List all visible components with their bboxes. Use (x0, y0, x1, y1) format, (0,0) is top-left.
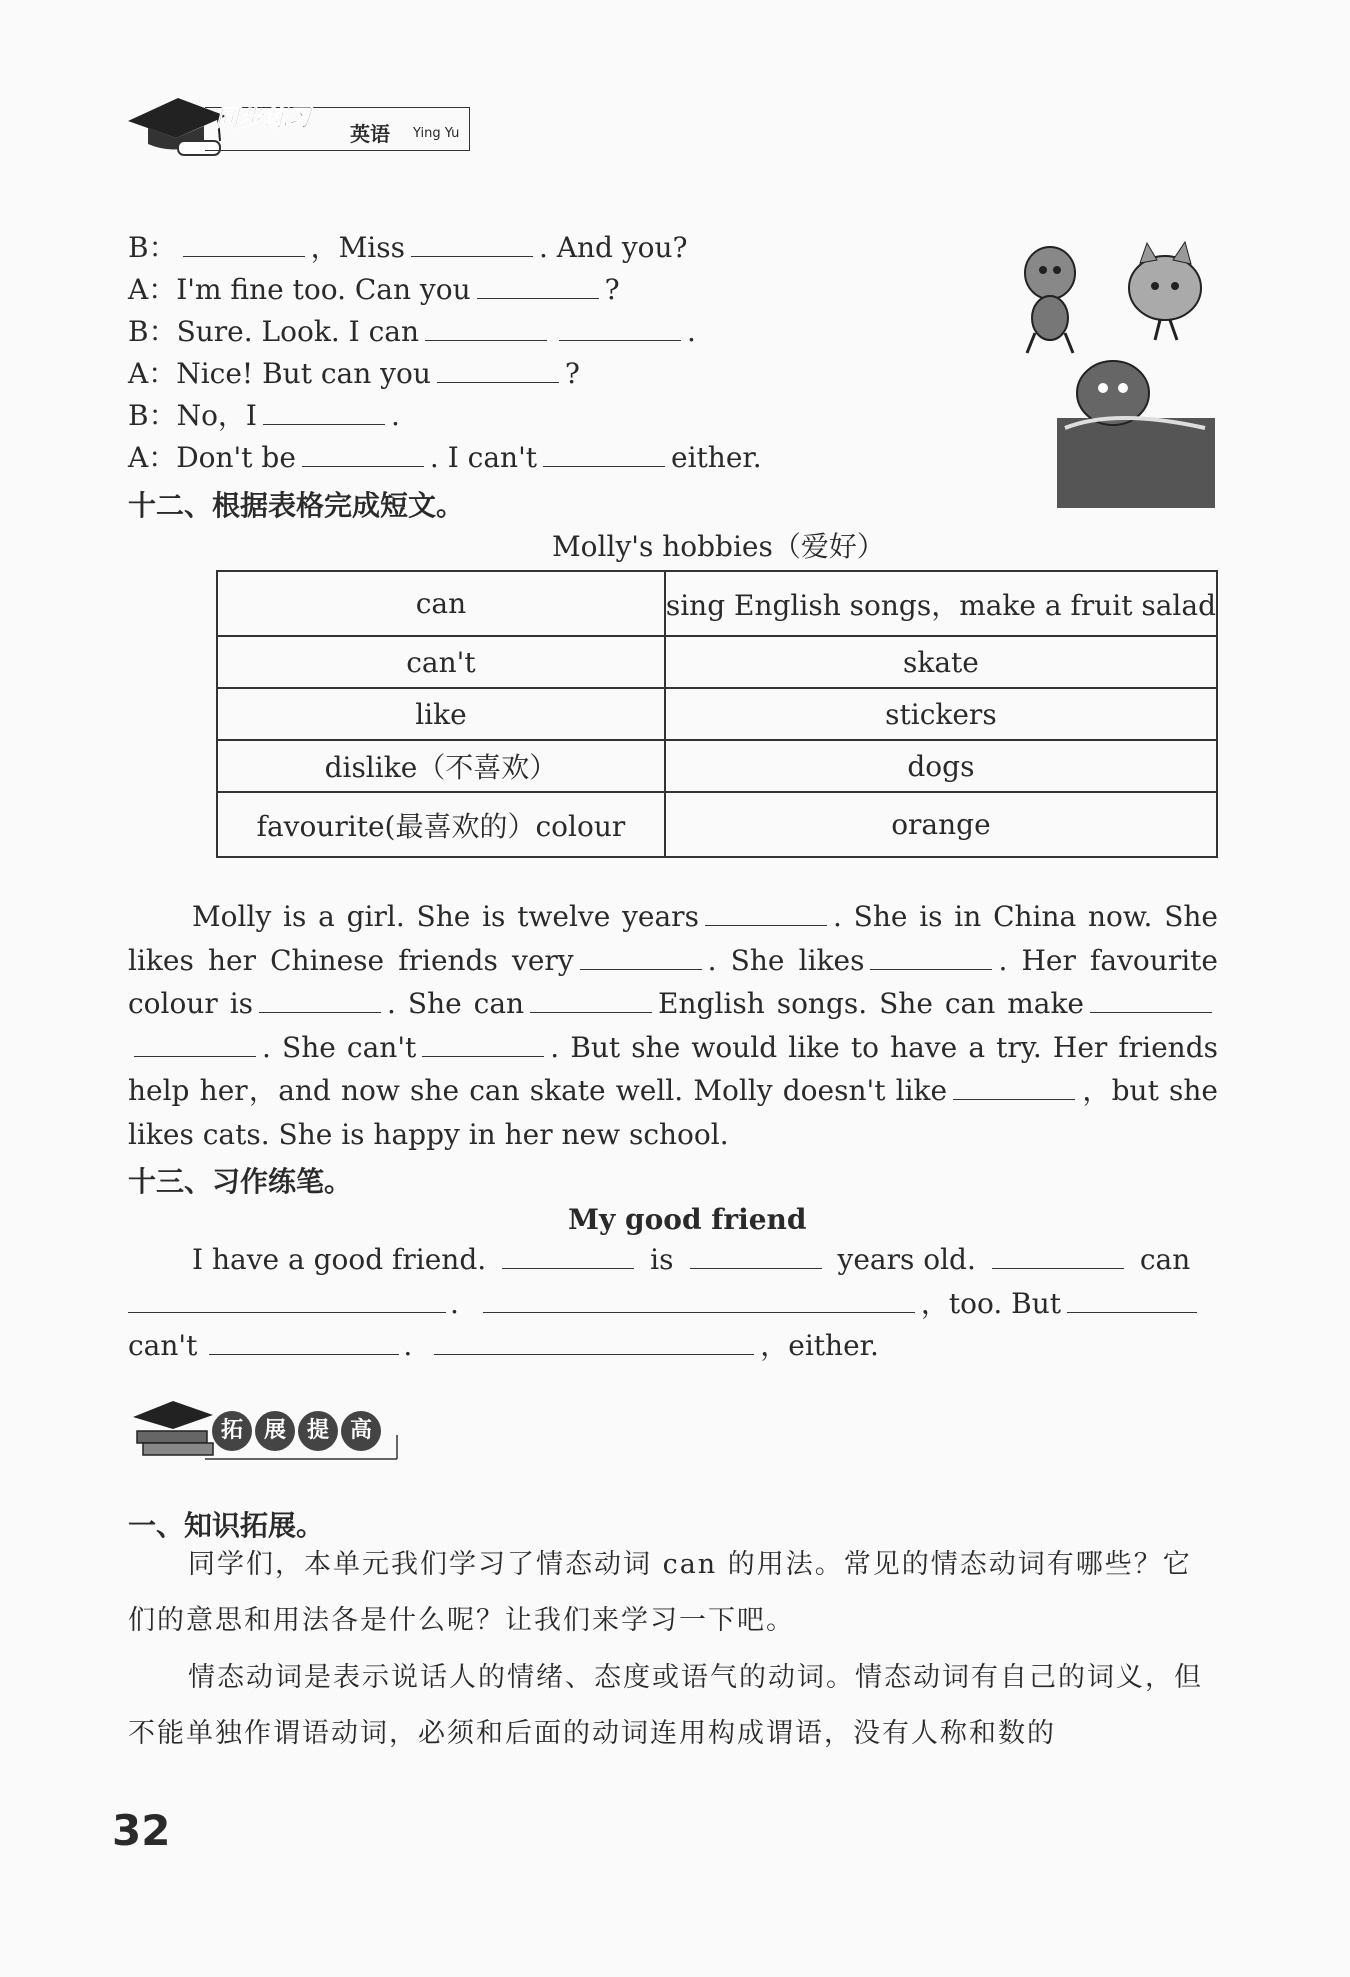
answer-blank[interactable] (1090, 984, 1212, 1013)
series-title: 同步练习 (215, 104, 311, 132)
answer-blank[interactable] (425, 312, 547, 341)
answer-blank[interactable] (870, 941, 992, 970)
essay-line-1: I have a good friend. is years old. can (192, 1240, 1190, 1280)
books-cap-icon (133, 1401, 213, 1455)
answer-blank[interactable] (705, 897, 827, 926)
table-cell-key: can't (217, 636, 665, 688)
answer-blank[interactable] (690, 1240, 822, 1269)
section-12-heading: 十二、根据表格完成短文。 (128, 489, 465, 522)
answer-blank[interactable] (422, 1028, 544, 1057)
dialogue-line-4: A：Nice! But can you ? (128, 354, 580, 394)
extension-heading: 一、知识拓展。 (128, 1509, 325, 1542)
dog-icon (1025, 247, 1075, 353)
hobbies-table (216, 570, 1218, 858)
table-cell-key: dislike（不喜欢） (217, 740, 665, 792)
dialogue-line-6: A：Don't be . I can't either. (128, 438, 762, 478)
answer-blank[interactable] (477, 270, 599, 299)
page-number: 32 (112, 1806, 171, 1855)
dialogue-line-1: B： ，Miss . And you? (128, 228, 688, 268)
answer-blank[interactable] (1067, 1284, 1197, 1313)
answer-blank[interactable] (502, 1240, 634, 1269)
answer-blank[interactable] (992, 1240, 1124, 1269)
dialogue-line-3: B：Sure. Look. I can . (128, 312, 696, 352)
answer-blank[interactable] (483, 1284, 915, 1313)
extension-paragraph-2: 情态动词是表示说话人的情绪、态度或语气的动词。情态动词有自己的词义，但不能单独作谓语动词，必须和后面的动词连用构成谓语，没有人称和数的 (128, 1662, 1203, 1749)
essay-line-2: . ，too. But (128, 1284, 1197, 1324)
cartoon-animals-illustration (995, 228, 1227, 513)
table-caption: Molly's hobbies（爱好） (552, 530, 885, 563)
table-row (217, 571, 1217, 636)
extension-paragraph-1: 同学们，本单元我们学习了情态动词 can 的用法。常见的情态动词有哪些？它们的意思和用法各是什么呢？让我们来学习一下吧。 (128, 1549, 1192, 1636)
answer-blank[interactable] (543, 438, 665, 467)
table-cell-key: can (217, 571, 665, 636)
table-cell-value: sing English songs，make a fruit salad (665, 571, 1217, 636)
essay-line-3: can't . ，either. (128, 1326, 879, 1366)
dialogue-line-5: B：No，I . (128, 396, 400, 436)
section-13-heading: 十三、习作练笔。 (128, 1165, 353, 1198)
table-row (217, 636, 1217, 688)
answer-blank[interactable] (953, 1071, 1075, 1100)
answer-blank[interactable] (209, 1326, 399, 1355)
subject-label: 英语 (350, 122, 390, 146)
subject-pinyin: Ying Yu (413, 126, 460, 141)
answer-blank[interactable] (302, 438, 424, 467)
table-cell-value: dogs (665, 740, 1217, 792)
answer-blank[interactable] (437, 354, 559, 383)
answer-blank[interactable] (434, 1326, 754, 1355)
table-cell-key: like (217, 688, 665, 740)
table-row (217, 740, 1217, 792)
table-cell-value: stickers (665, 688, 1217, 740)
passage-molly: Molly is a girl. She is twelve years . She is in China now. She likes her Chinese friends very . She likes . Her favourite colour is . She can English songs. She can make. She can't . But she would like to have a try. Her friends help her，and now she can skate well. Molly doesn't like ，but she likes cats. She is happy in her new school. (128, 895, 1218, 1156)
workbook-page: 同步练习 英语 Ying Yu B： ，Miss . And you? A：I'm fine too. Can you ? B：Sure. Look. I can . A：Nice! But can you ? B：No，I . A：Don't be . I can't either. 十二、根据表格完成短文。 Molly's hobbies（爱好） can sing English songs，make a fruit salad can't skate like stickers dislike（不喜欢） dogs favourite(最喜欢的）colour orange Molly is a girl. She is twelve years . She is in China now. She likes her Chinese friends very . She likes . Her favourite colour is . She can English songs. She can make. She can't . But she would like to have a try. Her friends help her，and now she can skate well. Molly doesn't like ，but she likes cats. She is happy in her new school. 十三、习作练笔。 My good friend I have a good friend. is years old. can . ，too. But can't . ，either. 拓 展 提 高 一、知识拓展。 同学们，本单元我们学习了情态动词 can 的用法。常见的情态动词有哪些？它们的意思和用法各是什么呢？让我们来学习一下吧。 情态动词是表示说话人的情绪、态度或语气的动词。情态动词有自己的词义，但不能单独作谓语动词，必须和后面的动词连用构成谓语，没有人称和数的 32 (0, 0, 1350, 1977)
table-cell-key: favourite(最喜欢的）colour (217, 792, 665, 857)
table-cell-value: skate (665, 636, 1217, 688)
answer-blank[interactable] (259, 984, 381, 1013)
cat-icon (1129, 242, 1201, 340)
answer-blank[interactable] (411, 228, 533, 257)
answer-blank[interactable] (530, 984, 652, 1013)
bear-on-rock-icon (1057, 361, 1215, 508)
table-row (217, 688, 1217, 740)
dialogue-line-2: A：I'm fine too. Can you ? (128, 270, 620, 310)
answer-blank[interactable] (183, 228, 305, 257)
answer-blank[interactable] (128, 1284, 446, 1313)
answer-blank[interactable] (559, 312, 681, 341)
essay-title: My good friend (568, 1203, 807, 1236)
table-row (217, 792, 1217, 857)
answer-blank[interactable] (580, 941, 702, 970)
answer-blank[interactable] (263, 396, 385, 425)
answer-blank[interactable] (134, 1028, 256, 1057)
table-cell-value: orange (665, 792, 1217, 857)
